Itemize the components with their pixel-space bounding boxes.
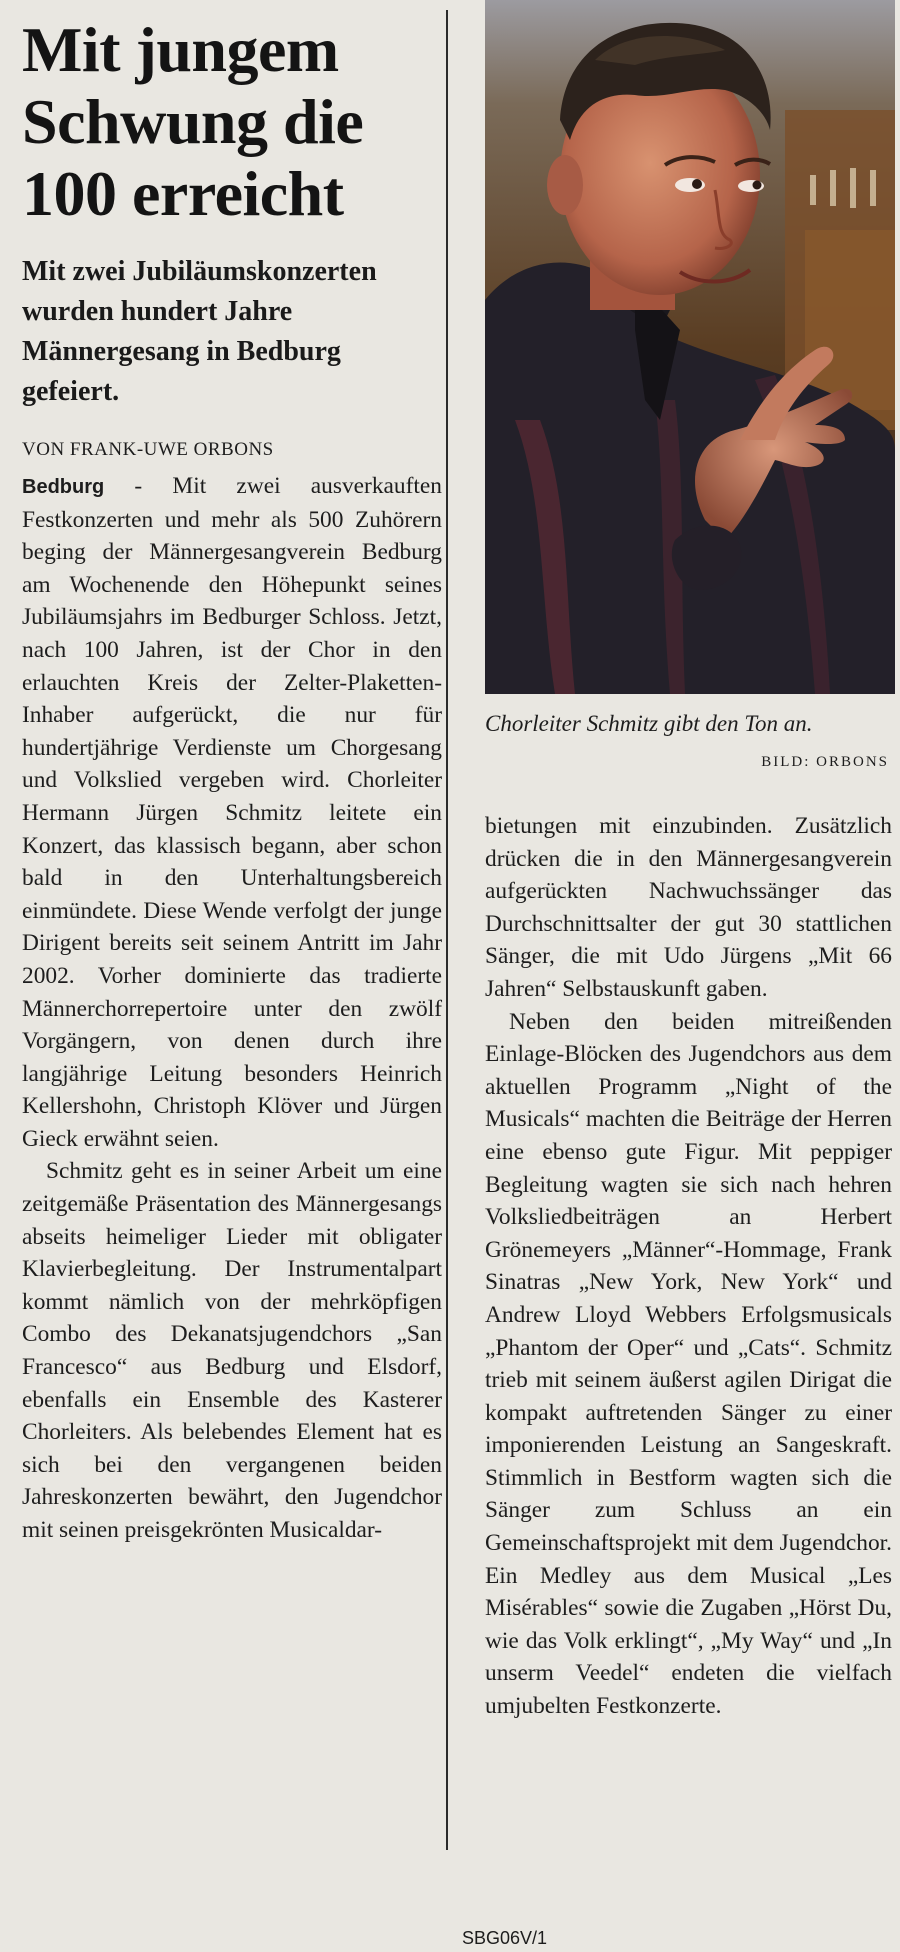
conductor-photo [485, 0, 895, 694]
headline: Mit jungem Schwung die 100 erreicht [22, 14, 364, 229]
photo-image [485, 0, 895, 694]
page-code: SBG06V/1 [462, 1928, 548, 1948]
paragraph-2-continued: bietungen mit einzubinden. Zusätzlich drücken die in den Männergesangverein aufgerückten Nachwuchssänger das Durchschnittsalter der gut 30 stattlichen Sänger, die mit Udo Jürgens „Mit 66 Jahren“ Selbstauskunft gaben. [485, 813, 892, 1002]
lead-text: - Mit zwei ausverkauften Festkonzerten und mehr als 500 Zuhörern beging der Männergesangverein Bedburg am Wochenende den Höhepunkt seines Jubiläumsjahrs im Bedburger Schloss. Jetzt, nach 100 Jahren, ist der Chor in den erlauchten Kreis der Zelter-Plaketten-Inhaber aufgerückt, die nur für hundertjährige Verdienste um Chorgesang und Volkslied vergeben wird. Chorleiter Hermann Jürgen Schmitz leitete ein Konzert, das klassisch begann, aber schon bald in den Unterhaltungsbereich einmündete. Diese Wende verfolgt der junge Dirigent bereits seit seinem Antritt im Jahr 2002. Vorher dominierte das tradierte Männerchorrepertoire unter den zwölf Vorgängern, von denen durch ihre langjährige Leitung besonders Heinrich Kellershohn, Christoph Klöver und Jürgen Gieck erwähnt seien. [22, 473, 442, 1152]
right-column [485, 810, 892, 1723]
photo-caption [485, 708, 895, 770]
paragraph-2: Schmitz geht es in seiner Arbeit um eine zeitgemäße Präsentation des Männergesangs abseits heimeliger Lieder mit obligater Klavierbegleitung. Der Instrumentalpart kommt nämlich von der mehrköpfigen Combo des Dekanatsjugendchors „San Francesco“ aus Bedburg und Elsdorf, ebenfalls ein Ensemble des Kasterer Chorleiters. Als belebendes Element hat es sich bei den vergangenen beiden Jahreskonzerten bewährt, den Jugendchor mit seinen preisgekrönten Musicaldar- [22, 1158, 442, 1543]
left-column [22, 14, 442, 1547]
column-divider [446, 10, 448, 1850]
byline: VON FRANK-UWE ORBONS [22, 439, 274, 460]
lead-paragraph [22, 470, 442, 1155]
article-body-left [22, 470, 442, 1547]
dateline: Bedburg [22, 476, 105, 498]
paragraph-3: Neben den beiden mitreißenden Einlage-Blöcken des Jugendchors aus dem aktuellen Programm „Night of the Musicals“ machten die Beiträge der Herren eine ebenso gute Figur. Mit peppiger Begleitung wagten sie sich nach hehren Volksliedbeiträgen an Herbert Grönemeyers „Männer“-Hommage, Frank Sinatras „New York, New York“ und Andrew Lloyd Webbers Erfolgsmusicals „Phantom der Oper“ und „Cats“. Schmitz trieb mit seinem äußerst agilen Dirigat die kompakt auftretenden Sänger zu einer imponierenden Leistung an Sangeskraft. Stimmlich in Bestform wagten sich die Sänger zum Schluss an ein Gemeinschaftsprojekt mit dem Jugendchor. Ein Medley aus dem Musical „Les Misérables“ sowie die Zugaben „Hörst Du, wie das Volk erklingt“, „My Way“ und „In unserm Veedel“ endeten die vielfach umjubelten Festkonzerte. [485, 1008, 892, 1720]
caption-text: Chorleiter Schmitz gibt den Ton an. [485, 711, 813, 736]
subheadline: Mit zwei Jubiläumskonzerten wurden hundert Jahre Männergesang in Bedburg gefeiert. [22, 256, 377, 407]
photo-credit: BILD: ORBONS [761, 754, 889, 770]
